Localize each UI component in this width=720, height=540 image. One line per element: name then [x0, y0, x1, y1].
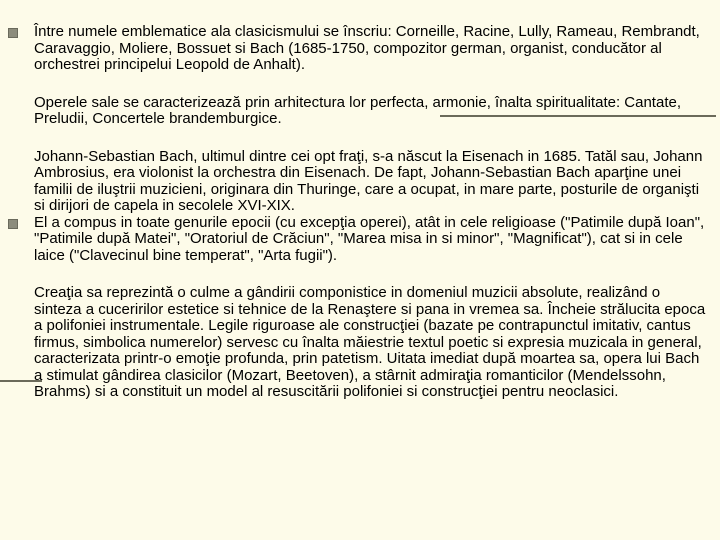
paragraph-creatia: [6, 285, 706, 401]
paragraph-text: Între numele emblematice ala clasicismului se înscriu: Corneille, Racine, Lully, Rameau, Rembrandt, Caravaggio, Moliere, Bossuet si Bach (1685-1750, compozitor german, organist, conducător al orchestrei principelui Leopold de Anhalt).: [34, 23, 700, 73]
paragraph-text: El a compus in toate genurile epocii (cu excepţia operei), atât in cele religioase ("Patimile după Ioan", "Patimile după Matei", "Oratoriul de Crăciun", "Marea misa in si minor", "Magnificat"), cat si in cele laice ("Clavecinul bine temperat", "Arta fugii").: [34, 213, 705, 264]
slide-body: [6, 24, 706, 422]
paragraph-genuri: [6, 215, 706, 265]
square-bullet-icon: [8, 219, 18, 229]
paragraph-text: Johann-Sebastian Bach, ultimul dintre cei opt fraţi, s-a născut la Eisenach in 1685. Tatăl sau, Johann Ambrosius, era violonist la orchestra din Eisenach. De fapt, Johann-Sebastian Bach aparţine unei familii de iluştrii muzicieni, originara din Thuringe, care a ocupat, in mare parte, posturile de organişti si dirijori de capela in secolele XVI-XIX.: [34, 147, 703, 214]
paragraph-opere: [6, 95, 706, 128]
paragraph-text: Operele sale se caracterizează prin arhitectura lor perfecta, armonie, înalta spiritualitate: Cantate, Preludii, Concertele brandemburgice.: [34, 93, 681, 127]
paragraph-clasicism: [6, 24, 706, 74]
paragraph-text: Creaţia sa reprezintă o culme a gândirii componistice in domeniul muzicii absolute, realizând o sinteza a cuceririlor estetice si tehnice de la Renaştere si pana in vremea sa. Încheie strălucita epoca a polifoniei instrumentale. Legile riguroase ale construcţiei (bazate pe contrapunctul imitativ, cantus firmus, simbolica numerelor) servesc cu înalta măiestrie textul poetic si expresia muzicala in general, caracterizata printr-o emoţie profunda, prin patetism. Uitata imediat după moartea sa, opera lui Bach a stimulat gândirea clasicilor (Mozart, Beetoven), a stârnit admiraţia romanticilor (Mendelssohn, Brahms) si a constituit un model al resuscitării polifoniei si construcţiei pentru neoclasici.: [34, 284, 706, 400]
paragraph-biografie: [6, 149, 706, 215]
square-bullet-icon: [8, 28, 18, 38]
